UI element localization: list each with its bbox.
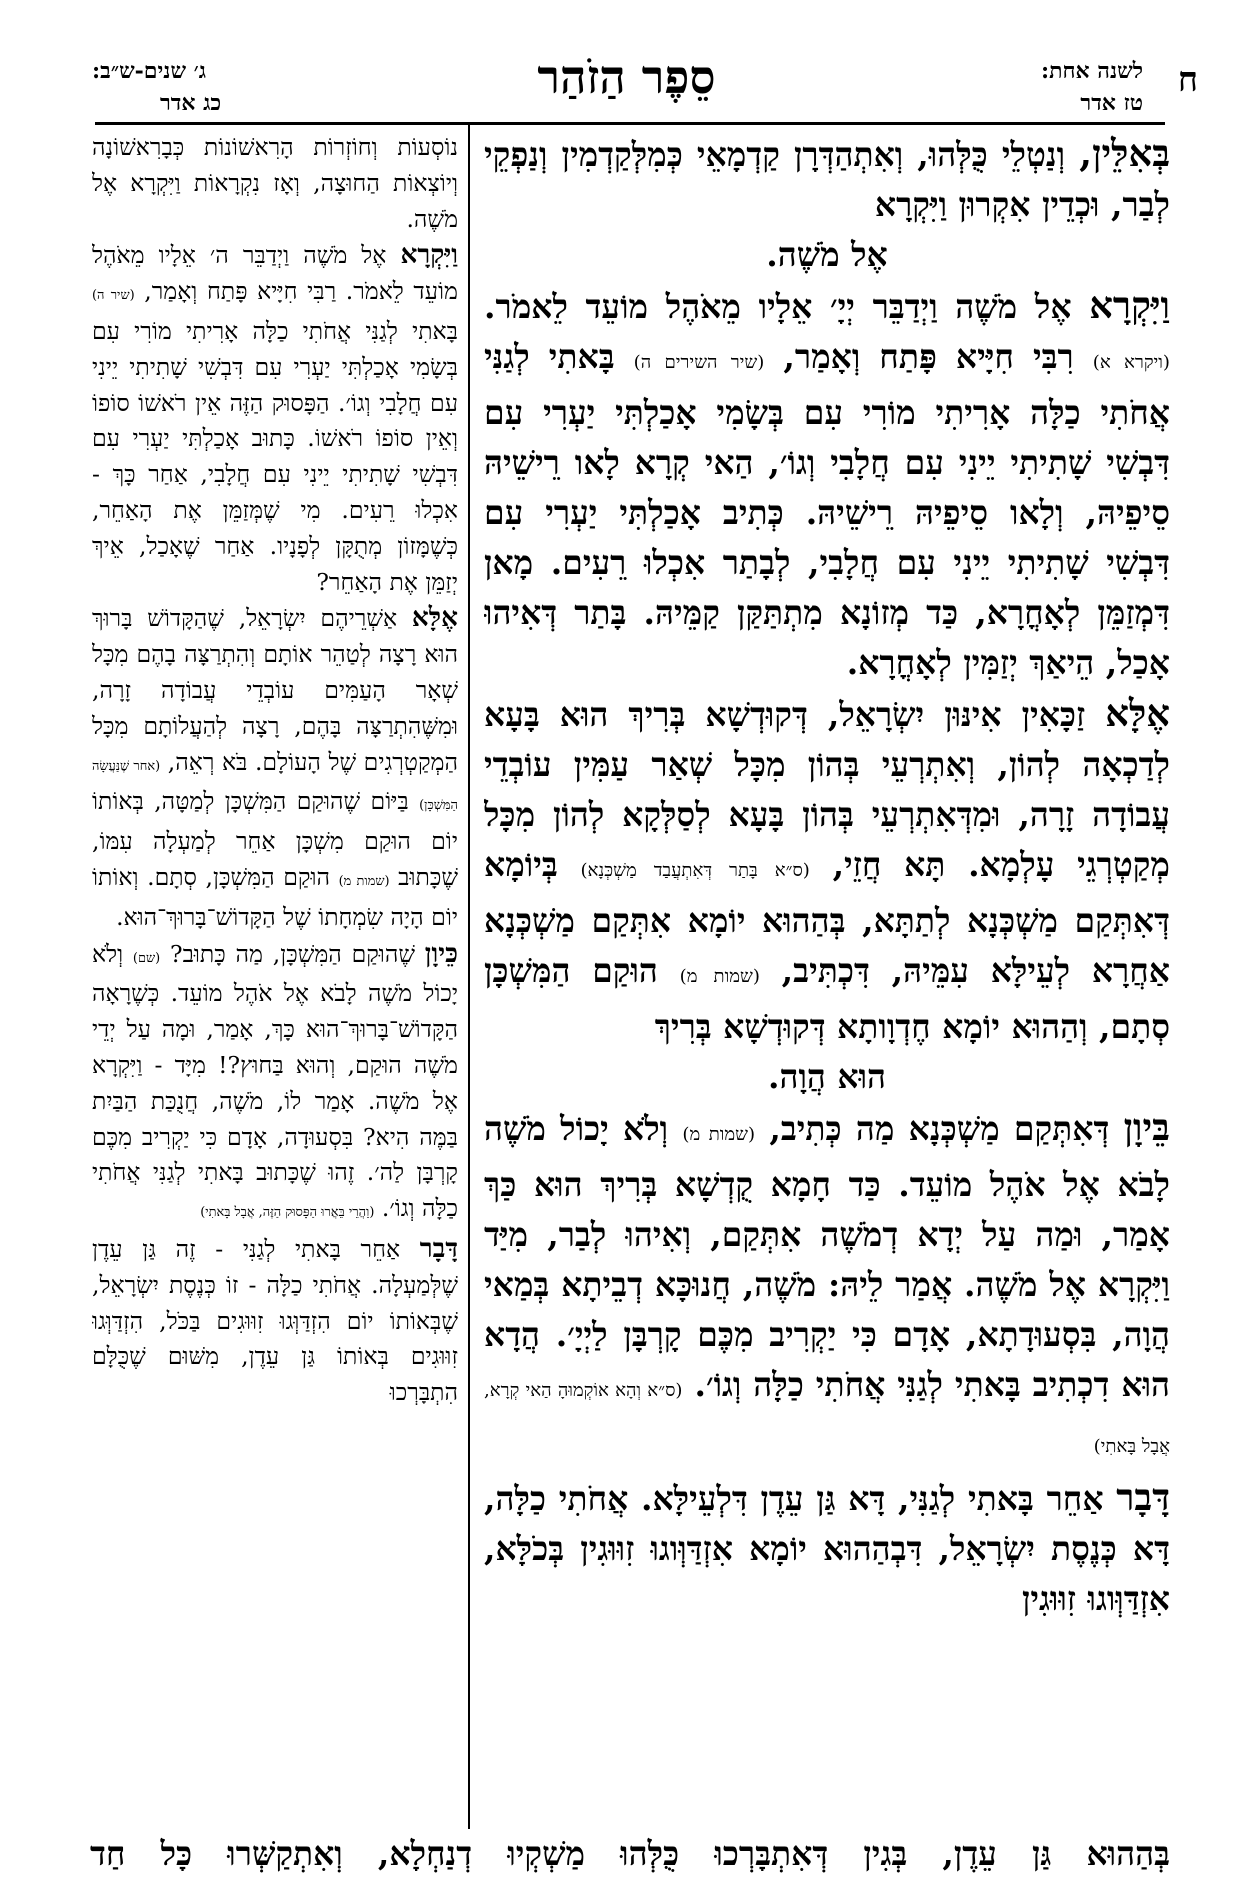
paragraph-lead: אֶלָּא bbox=[1105, 691, 1170, 735]
text: זַכָּאִין אִינּוּן יִשְׂרָאֵל, דְּקוּדְשָׁא בְּרִיךְ הוּא בָּעָא לְדַכְאָה לְהוֹן, וְאִתְרְעֵי בְּהוֹן מִכָּל שְׁאַר עַמִּין עוֹבְדֵי עֲבוֹדָה זָרָה, וּמִדְּאִתְרְעֵי בְּהוֹן בָּעָא לְסַלְּקָא לְהוֹן מִכָּל מְקַטְרְגֵי עָלְמָא. תָּא חֲזֵי, bbox=[484, 695, 1170, 884]
source-ref: (שמות מ) bbox=[679, 966, 760, 987]
paragraph bbox=[484, 688, 1170, 1052]
paragraph-lead: דָּבָר bbox=[1116, 1475, 1170, 1519]
text: אַחֵר בָּאתִי לְגַנִּי, דָּא גַּן עֵדֶן דִּלְעֵילָּא. אֲחֹתִי כַלָּה, דָּא כְּנֶסֶת יִשְׂרָאֵל, דִּבְהַהוּא יוֹמָא אִזְדַּוְּוגוּ זִוּוּגִין בְּכֹלָּא, אִזְדַּוְּוגוּ זִוּוּגִין bbox=[484, 1479, 1170, 1618]
text: וְנַטְלֵי כֻּלְּהוּ, וְאִתְהַדְּרָן קַדְמָאֵי כְּמִלְּקַדְמִין וְנַפְקֵי לְבַר, וּכְדֵין אִקְרוּן וַיִּקְרָא bbox=[484, 135, 1170, 224]
schedule-one-year: לשנה אחת: bbox=[1040, 58, 1143, 84]
paragraph bbox=[484, 128, 1170, 230]
commentary-paragraph bbox=[92, 936, 458, 1231]
paragraph-end: הוּא הֲוָה. bbox=[768, 1057, 886, 1096]
paragraph-lead: אֶלָּא bbox=[411, 602, 458, 634]
source-ref: (שם) bbox=[132, 950, 161, 966]
source-ref: (אחר שֶׁנַּעֲשָׂה הַמִּשְׁכָּן) bbox=[92, 758, 458, 814]
text: הוּקַם הַמִּשְׁכָּן סְתָם, וְהַהוּא יוֹמָא חֶדְוָותָא דְּקוּדְשָׁא בְּרִיךְ bbox=[484, 951, 1170, 1046]
source-ref: (שיר השירים ה) bbox=[633, 352, 765, 373]
paragraph-lead: וַיִּקְרָא bbox=[1089, 283, 1170, 327]
source-ref: (ס״א וְהָא אוֹקְמוּהָ הַאי קְרָא, אֲבָל בָּאתִי) bbox=[484, 1380, 1170, 1457]
source-ref: (ס״א בָּתַר דְּאִתְעֲבַד מַשְׁכְּנָא) bbox=[580, 860, 810, 881]
paragraph bbox=[484, 1102, 1170, 1472]
paragraph-lead: בֵּיוָן bbox=[1123, 1105, 1170, 1149]
commentary-paragraph bbox=[92, 1231, 458, 1411]
text: אַחֵר בָּאתִי לְגַנִּי - זֶה גַּן עֵדֶן שֶׁלְּמַעְלָה. אֲחֹתִי כַלָּה - זוֹ כְּנֶסֶת יִשְׂרָאֵל, שֶׁבְּאוֹתוֹ יוֹם הִזְדַּוְּגוּ זִוּוּגִים בַּכֹּל, הִזְדַּוְּגוּ זִוּוּגִים בְּאוֹתוֹ גַּן עֵדֶן, מִשּׁוּם שֶׁכֻּלָּם הִתְבָּרְכוּ bbox=[92, 1234, 458, 1407]
column-divider bbox=[468, 124, 470, 1829]
paragraph-lead: וַיִּקְרָא bbox=[400, 239, 458, 271]
text: נוֹסְעוֹת וְחוֹזְרוֹת הָרִאשׁוֹנוֹת כְּבָרִאשׁוֹנָה וְיוֹצְאוֹת הַחוּצָה, וְאָז נִקְרָאוֹת וַיִּקְרָא אֶל מֹשֶׁה. bbox=[92, 133, 458, 233]
schedule-three-years: ג׳ שנים-ש״ב: bbox=[92, 58, 207, 84]
schedule-one-year-date: טז אדר bbox=[1080, 90, 1143, 116]
header-rule bbox=[95, 122, 1165, 125]
source-ref: (וַהֲרֵי בֵּאֲרוּ הַפָּסוּק הַזֶּה, אֲבָל בָּאתִי) bbox=[200, 1205, 375, 1221]
page-header bbox=[0, 0, 1253, 120]
bottom-line: בְּהַהוּא גַּן עֵדֶן, בְּגִין דְּאִתְבָּרְכוּ כֻּלְּהוּ מַשְׁקְיוּ דְנַחְלָא, וְאִתְקַשְּׁרוּ כָּל חַד bbox=[90, 1834, 1170, 1873]
text: אַשְׁרֵיהֶם יִשְׂרָאֵל, שֶׁהַקָּדוֹשׁ בָּרוּךְ הוּא רָצָה לְטַהֵר אוֹתָם וְהִתְרַצָּה בָהֶם מִכָּל שְׁאָר הָעַמִּים עוֹבְדֵי עֲבוֹדָה זָרָה, וּמִשֶּׁהִתְרַצָּה בָּהֶם, רָצָה לְהַעֲלוֹתָם מִכָּל הַמְקַטְרְגִים שֶׁל הָעוֹלָם. בֹּא רְאֵה, bbox=[92, 604, 458, 776]
text: הוּקַם הַמִּשְׁכָּן, סְתָם. וְאוֹתוֹ יוֹם הָיָה שִׂמְחָתוֹ שֶׁל הַקָּדוֹשׁ־בָּרוּךְ־הוּא. bbox=[92, 862, 458, 931]
paragraph-end: אֶל מֹשֶׁה. bbox=[766, 235, 888, 274]
page-letter: ח bbox=[1177, 60, 1198, 100]
paragraph-lead: דָּבָר bbox=[419, 1232, 458, 1264]
commentary-paragraph bbox=[92, 600, 458, 935]
main-text-column bbox=[484, 128, 1170, 1828]
text: בַּיּוֹם שֶׁהוּקַם הַמִּשְׁכָּן לְמַטָּה, בְּאוֹתוֹ יוֹם הוּקַם מִשְׁכָּן אַחֵר לְמַעְלָה עִמּוֹ, שֶׁכָּתוּב bbox=[92, 787, 458, 891]
source-ref: (שמות מ) bbox=[338, 873, 390, 889]
paragraph bbox=[484, 1472, 1170, 1624]
text: אֶל מֹשֶׁה וַיְדַבֵּר יְיָ׳ אֵלָיו מֵאֹהֶל מוֹעֵד לֵאמֹר. bbox=[484, 287, 1072, 326]
text: וְלֹא יָכוֹל מֹשֶׁה לָבֹא אֶל אֹהֶל מוֹעֵד. כַּד חָמָא קֻדְשָׁא בְּרִיךְ הוּא כַּךְ אָמַר, וּמַה עַל יְדָא דְמֹשֶׁה אִתְּקַם, וְאִיהוּ לְבַר, מִיַּד וַיִּקְרָא אֶל מֹשֶׁה. אֲמַר לֵיהּ: מֹשֶׁה, חֲנוּכָּא דְבֵיתָא בְּמַאי הֲוָה, בִּסְעוּדָתָא, אָדָם כִּי יַקְרִיב מִכֶּם קָרְבָּן לַיְיָ׳. הֲדָא הוּא דִכְתִיב בָּאתִי לְגַנִּי אֲחֹתִי כַלָּה וְגוֹ׳. bbox=[484, 1109, 1170, 1404]
text: שֶׁהוּקַם הַמִּשְׁכָּן, מַה כָּתוּב? bbox=[169, 939, 415, 968]
text: דְּאִתְּקַם מַשְׁכְּנָא מַה כְּתִיב, bbox=[769, 1109, 1110, 1148]
commentary-paragraph bbox=[92, 130, 458, 237]
text: וְלֹא יָכוֹל מֹשֶׁה לָבֹא אֶל אֹהֶל מוֹעֵד. כְּשֶׁרָאָה הַקָּדוֹשׁ־בָּרוּךְ־הוּא כָּךְ, אָמַר, וּמָה עַל יְדֵי מֹשֶׁה הוּקַם, וְהוּא בַּחוּץ?! מִיָּד - וַיִּקְרָא אֶל מֹשֶׁה. אָמַר לוֹ, מֹשֶׁה, חֲנֻכַּת הַבַּיִת בַּמֶּה הִיא? בִּסְעוּדָה, אָדָם כִּי יַקְרִיב מִכֶּם קָרְבָּן לַה׳. זֶהוּ שֶׁכָּתוּב בָּאתִי לְגַנִּי אֲחֹתִי כַלָּה וְגוֹ׳. bbox=[92, 939, 458, 1223]
commentary-paragraph bbox=[92, 237, 458, 600]
book-title: סֵפֶר הַזֹהַר bbox=[537, 50, 716, 104]
text: אֶל מֹשֶׁה וַיְדַבֵּר ה׳ אֵלָיו מֵאֹהֶל מוֹעֵד לֵאמֹר. רַבִּי חִיָּיא פָּתַח וְאָמַר, bbox=[92, 241, 458, 306]
source-ref: (שמות מ) bbox=[682, 1124, 756, 1145]
source-ref: (ויקרא א) bbox=[1092, 352, 1170, 373]
source-ref: (שיר ה) bbox=[92, 288, 135, 304]
commentary-column bbox=[92, 130, 458, 1830]
paragraph bbox=[484, 280, 1170, 688]
text: רִבִּי חִיָּיא פָּתַח וְאָמַר, bbox=[783, 337, 1074, 376]
text: בָּאתִי לְגַנִּי אֲחֹתִי כַלָּה אָרִיתִי מוֹרִי עִם בְּשָׂמִי אָכַלְתִּי יַעְרִי עִם דִּבְשִׁי שָׁתִיתִי יֵינִי עִם חֲלָבִי וְגוֹ׳, הַאי קְרָא לָאו רֵישֵׁיהּ סֵיפֵיהּ, וְלָאו סֵיפֵיהּ רֵישֵׁיהּ. כְּתִיב אָכַלְתִּי יַעְרִי עִם דִּבְשִׁי שָׁתִיתִי יֵינִי עִם חֲלָבִי, לְבָתַר אִכְלוּ רֵעִים. מָאן דִּמְזַמֵּן לְאָחֳרָא, כַּד מְזוֹנָא מִתְתַּקַּן קַמֵּיהּ. בָּתַר דְּאִיהוּ אָכַל, הֵיאַךְ יְזַמִּין לְאָחֳרָא. bbox=[484, 337, 1170, 682]
text: בָּאתִי לְגַנִּי אֲחֹתִי כַלָּה אָרִיתִי מוֹרִי עִם בְּשָׂמִי אָכַלְתִּי יַעְרִי עִם דִּבְשִׁי שָׁתִיתִי יֵינִי עִם חֲלָבִי וְגוֹ׳. הַפָּסוּק הַזֶּה אֵין רֹאשׁוֹ סוֹפוֹ וְאֵין סוֹפוֹ רֹאשׁוֹ. כָּתוּב אָכַלְתִּי יַעְרִי עִם דִּבְשִׁי שָׁתִיתִי יֵינִי עִם חֲלָבִי, אַחַר כָּךְ - אִכְלוּ רֵעִים. מִי שֶׁמְּזַמֵּן אֶת הָאַחֵר, כְּשֶׁמָּזוֹן מְתֻקָּן לְפָנָיו. אַחַר שֶׁאָכַל, אֵיךְ יְזַמֵּן אֶת הָאַחֵר? bbox=[92, 316, 458, 596]
text: בְּיוֹמָא דְּאִתְּקַם מַשְׁכְּנָא לְתַתָּא, בְּהַהוּא יוֹמָא אִתְּקַם מַשְׁכְּנָא אַחֲרָא לְעֵילָּא עִמֵּיהּ, דִּכְתִּיב, bbox=[484, 845, 1170, 990]
paragraph-lead: כֵּיוָן bbox=[424, 937, 458, 969]
paragraph-lead: בְּאִלֵּין, bbox=[1079, 131, 1170, 175]
schedule-three-years-date: כג אדר bbox=[160, 90, 222, 116]
